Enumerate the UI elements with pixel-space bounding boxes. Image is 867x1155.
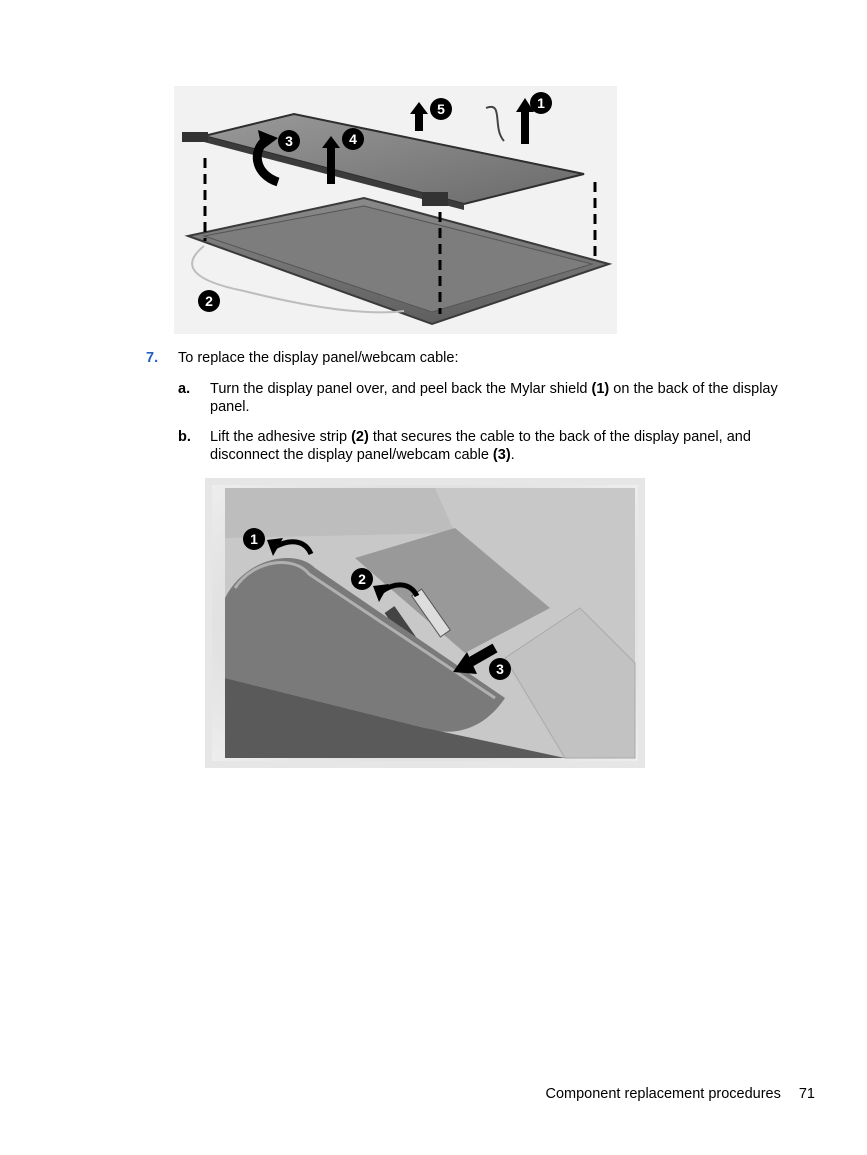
substep-text-part: on the back of the display panel. [210, 381, 778, 415]
callout-2: 2 [198, 290, 220, 312]
callout-3: 3 [278, 130, 300, 152]
substep-text [210, 428, 790, 464]
substep-label: b. [178, 429, 191, 445]
substep-label: a. [178, 381, 191, 397]
callout-5: 5 [430, 98, 452, 120]
page-number: 71 [798, 1086, 815, 1102]
callout-ref: (2) [351, 429, 369, 445]
callout-1: 1 [243, 528, 265, 550]
substep-text [210, 380, 790, 416]
callout-ref: (1) [591, 381, 610, 397]
substep-text-part: Turn the display panel over, and peel back the Mylar shield [210, 381, 592, 397]
callout-2: 2 [351, 568, 373, 590]
figure2-callouts [205, 478, 645, 768]
substep-text-part: Lift the adhesive strip [210, 429, 352, 445]
footer-section-title: Component replacement procedures [545, 1086, 781, 1102]
step-number: 7. [146, 350, 159, 366]
substep-text-part: that secures the cable to the back of the display panel, and disconnect the display panel/webcam cable [210, 429, 751, 463]
callout-ref: (3) [492, 447, 511, 463]
arrow-up-5 [410, 102, 428, 131]
page-footer [546, 1086, 816, 1102]
figure1-callouts [174, 86, 617, 334]
substep-text-part: . [510, 447, 515, 463]
step-text: To replace the display panel/webcam cable: [178, 350, 459, 366]
callout-4: 4 [342, 128, 364, 150]
callout-1: 1 [530, 92, 552, 114]
callout-3: 3 [489, 658, 511, 680]
arrow-up-4 [322, 136, 340, 184]
